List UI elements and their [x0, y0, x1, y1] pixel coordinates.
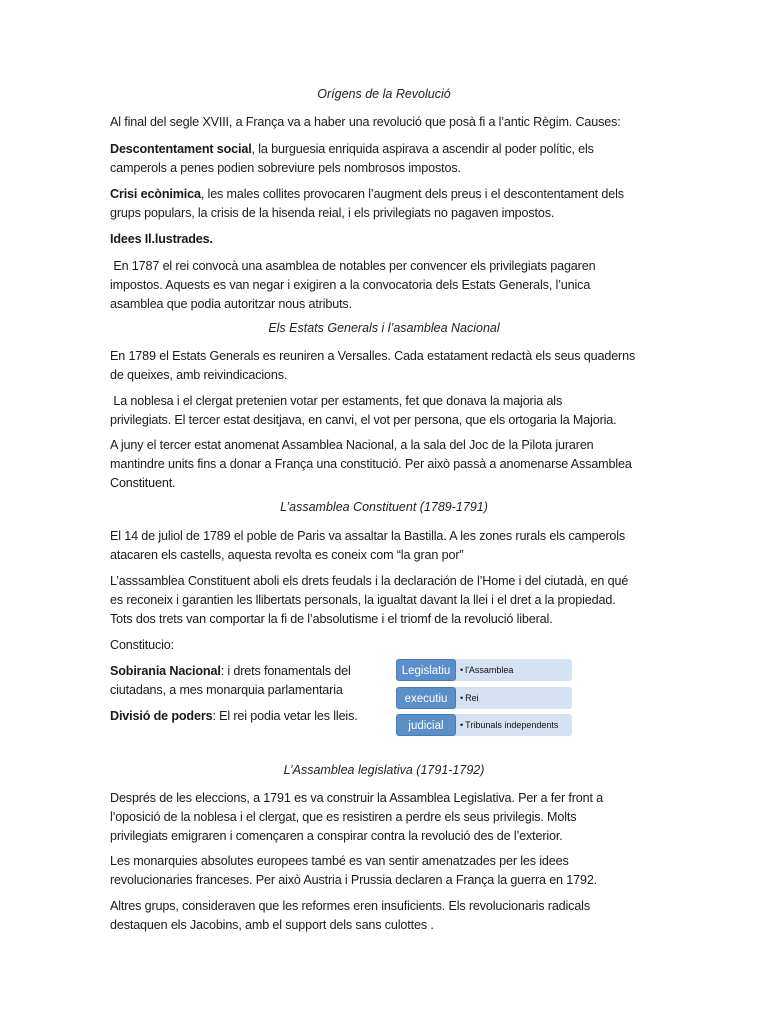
section-heading-estates-general: Els Estats Generals i l’asamblea Nacional — [268, 321, 500, 335]
diagram-item-box — [452, 659, 572, 681]
text-line: Al final del segle XVIII, a França va a haber una revolució que posà fi a l’antic Règim. Causes: — [110, 115, 621, 129]
text-line: atacaren els castells, aquesta revolta es coneix com “la gran por” — [110, 548, 464, 562]
section-heading-origins: Orígens de la Revolució — [317, 87, 451, 101]
paragraph-1787 — [110, 257, 660, 314]
paragraph-national-assembly — [110, 436, 660, 493]
text-fragment: : El rei podia vetar les lleis. — [212, 709, 358, 723]
section-heading-legislative: L’Assamblea legislativa (1791-1792) — [283, 763, 485, 777]
paragraph-1789-versailles — [110, 347, 660, 385]
diagram-label: Legislatiu — [396, 659, 456, 681]
text-line: Constitucio: — [110, 638, 174, 652]
text-line — [110, 185, 660, 204]
text-line: es reconeix i garantien les llibertats personals, la igualtat davant la llei i el dret a la propiedad. — [110, 593, 616, 607]
diagram-row-judicial — [396, 714, 574, 736]
diagram-item-box — [452, 714, 572, 736]
bullet: • — [460, 665, 464, 675]
text-line: asamblea que podia autoritzar nous atributs. — [110, 297, 352, 311]
paragraph-enlightenment — [110, 230, 660, 249]
text-line: En 1789 el Estats Generals es reuniren a Versalles. Cada estatament redactà els seus quaderns — [110, 349, 636, 363]
text-line: de queixes, amb reivindicacions. — [110, 368, 288, 382]
diagram-row-legislative — [396, 659, 574, 681]
text-line: Altres grups, consideraven que les reformes eren insuficients. Els revolucionaris radicals — [110, 899, 590, 913]
paragraph-constitution-label — [110, 636, 660, 655]
text-line: camperols a penes podien sobreviure pels nombrosos impostos. — [110, 161, 461, 175]
text-line: privilegiats emigraren i començaren a conspirar contra la revolució des de l’exterior. — [110, 829, 563, 843]
paragraph-national-sovereignty — [110, 662, 380, 700]
paragraph-elections-1791 — [110, 789, 660, 846]
bullet: • — [460, 720, 464, 730]
paragraph-social-discontent — [110, 140, 660, 178]
bold-term: Divisió de poders — [110, 709, 213, 723]
text-line: Les monarquies absolutes europees també es van sentir amenatzades per les idees — [110, 854, 569, 868]
text-line — [110, 707, 380, 726]
paragraph-feudal-rights — [110, 572, 660, 629]
text-line — [110, 230, 660, 249]
text-line: Constituent. — [110, 476, 176, 490]
bold-term: Sobirania Nacional — [110, 664, 221, 678]
text-fragment: , la burguesia enriquida aspirava a ascendir al poder polític, els — [251, 142, 594, 156]
diagram-row-executive — [396, 687, 574, 709]
diagram-label: executiu — [396, 687, 456, 709]
diagram-label: judicial — [396, 714, 456, 736]
text-line: ciutadans, a mes monarquia parlamentaria — [110, 683, 343, 697]
text-line: privilegiats. El tercer estat desitjava, en canvi, el vot per persona, que els ortogaria la Majoria. — [110, 413, 617, 427]
bold-term: Idees Il.lustrades. — [110, 232, 213, 246]
paragraph-absolute-monarchies — [110, 852, 660, 890]
bold-term: Crisi ecònimica — [110, 187, 201, 201]
paragraph-voting — [110, 392, 660, 430]
bold-term: Descontentament social — [110, 142, 252, 156]
paragraph-economic-crisis — [110, 185, 660, 223]
text-line: En 1787 el rei convocà una asamblea de notables per convencer els privilegiats pagaren — [110, 259, 596, 273]
text-line: La noblesa i el clergat pretenien votar per estaments, fet que donava la majoria als — [110, 394, 563, 408]
text-line: El 14 de juliol de 1789 el poble de Paris va assaltar la Bastilla. A les zones rurals els camperols — [110, 529, 626, 543]
diagram-item-box — [452, 687, 572, 709]
paragraph-intro — [110, 113, 660, 132]
text-line: grups populars, la crisis de la hisenda reial, i els privilegiats no pagaven impostos. — [110, 206, 555, 220]
text-line: destaquen els Jacobins, amb el support dels sans culottes . — [110, 918, 434, 932]
text-line: revolucionaries franceses. Per això Austria i Prussia declaren a França la guerra en 1792. — [110, 873, 598, 887]
section-heading-constituent: L’assamblea Constituent (1789-1791) — [280, 500, 488, 514]
text-line: mantindre units fins a donar a França una constitució. Per això passà a anomenarse Assamblea — [110, 457, 632, 471]
text-line: Tots dos trets van comportar la fi de l’absolutisme i el triomf de la revolució liberal. — [110, 612, 553, 626]
text-line: l’oposició de la noblesa i el clergat, que es resistiren a perdre els seus privilegis. Molts — [110, 810, 577, 824]
powers-diagram — [396, 659, 574, 739]
text-line — [110, 662, 380, 681]
text-fragment: : i drets fonamentals del — [220, 664, 351, 678]
text-fragment: , les males collites provocaren l’augment dels preus i el descontentament dels — [200, 187, 624, 201]
text-line: L’asssamblea Constituent aboli els drets feudals i la declaración de l’Home i del ciutadà, en qué — [110, 574, 629, 588]
diagram-item-text: Rei — [465, 693, 479, 703]
text-line: A juny el tercer estat anomenat Assamblea Nacional, a la sala del Joc de la Pilota juraren — [110, 438, 594, 452]
text-line: impostos. Aquests es van negar i exigiren a la convocatoria dels Estats Generals, l’unica — [110, 278, 591, 292]
bullet: • — [460, 693, 464, 703]
diagram-item-text: Tribunals independents — [465, 720, 559, 730]
paragraph-separation-of-powers — [110, 707, 380, 726]
text-line: Després de les eleccions, a 1791 es va construir la Assamblea Legislativa. Per a fer front a — [110, 791, 604, 805]
text-line — [110, 140, 660, 159]
diagram-item-text: l'Assamblea — [465, 665, 514, 675]
paragraph-bastille — [110, 527, 660, 565]
paragraph-radicals — [110, 897, 660, 935]
